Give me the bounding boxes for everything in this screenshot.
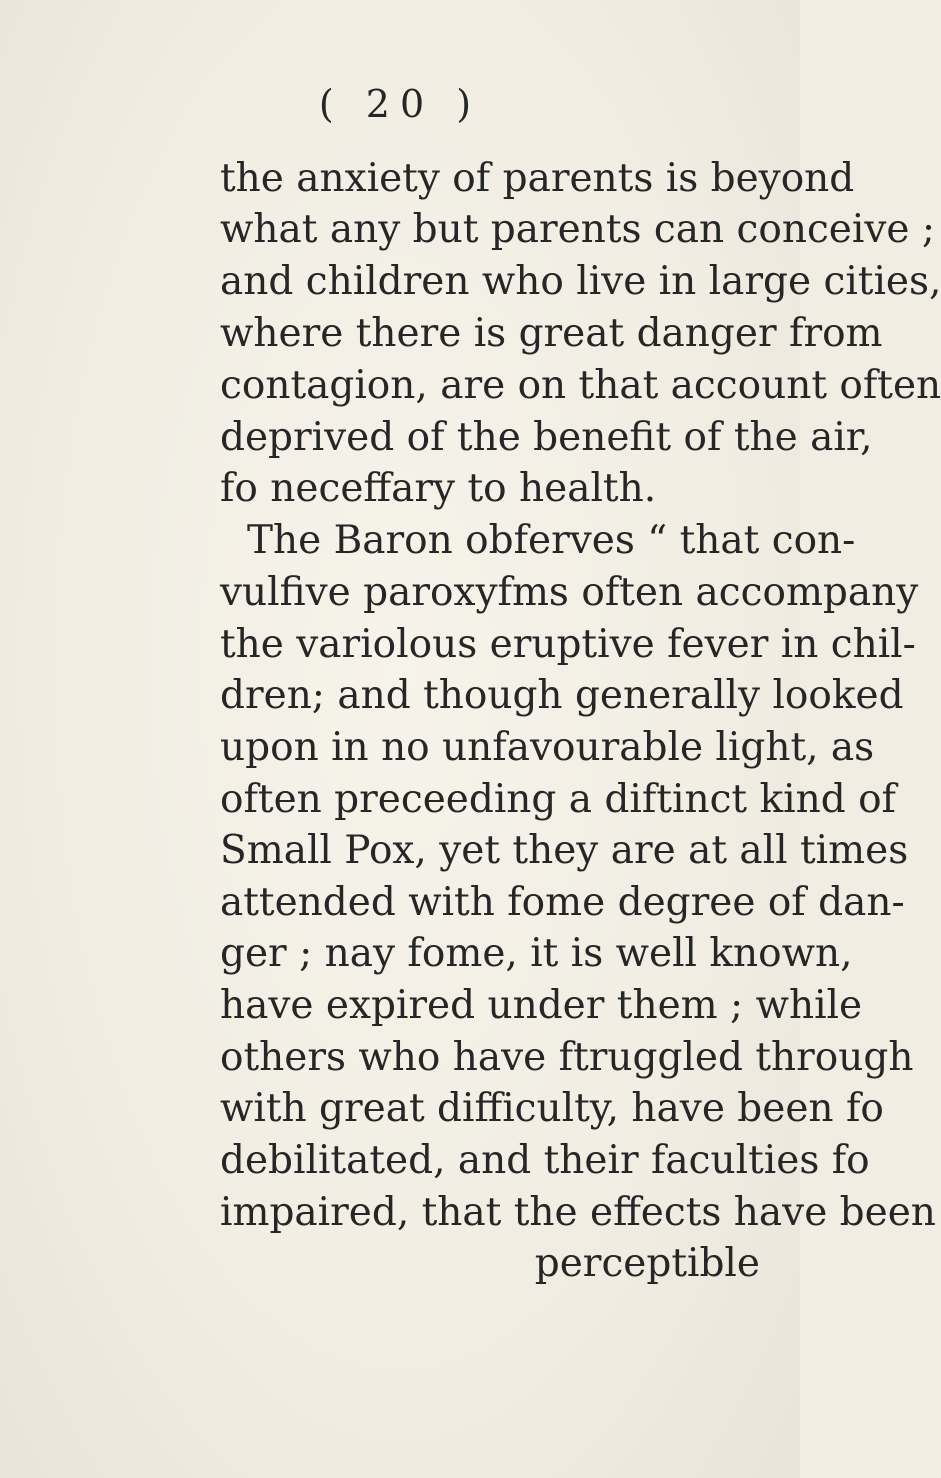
text-line: contagion, are on that account often <box>220 363 941 408</box>
text-line: often preceeding a diftinct kind of <box>220 777 896 822</box>
text-line: upon in no unfavourable light, as <box>220 725 875 770</box>
text-line: vulfive paroxyfms often accompany <box>220 570 919 615</box>
text-line: attended with fome degree of dan- <box>220 880 905 925</box>
text-line: dren; and though generally looked <box>220 673 904 718</box>
text-line: and children who live in large cities, <box>220 259 941 304</box>
text-line: have expired under them ; while <box>220 983 863 1028</box>
text-line: ger ; nay fome, it is well known, <box>220 931 853 976</box>
page-number-header: ( 20 ) <box>318 82 482 126</box>
paragraph-first-line: The Baron obferves “ that con- <box>247 518 856 563</box>
text-line: debilitated, and their faculties fo <box>220 1138 870 1183</box>
text-line: where there is great danger from <box>220 311 883 356</box>
text-line: others who have ftruggled through <box>220 1035 914 1080</box>
text-line: with great difficulty, have been fo <box>220 1086 884 1131</box>
text-line: the anxiety of parents is beyond <box>220 156 855 201</box>
catchword: perceptible <box>534 1241 760 1286</box>
text-line: Small Pox, yet they are at all times <box>220 828 909 873</box>
text-line: fo neceffary to health. <box>220 466 657 511</box>
text-line: impaired, that the effects have been <box>220 1190 936 1235</box>
text-line: deprived of the benefit of the air, <box>220 415 873 460</box>
text-line: what any but parents can conceive ; <box>220 207 936 252</box>
text-line: the variolous eruptive fever in chil- <box>220 622 916 667</box>
